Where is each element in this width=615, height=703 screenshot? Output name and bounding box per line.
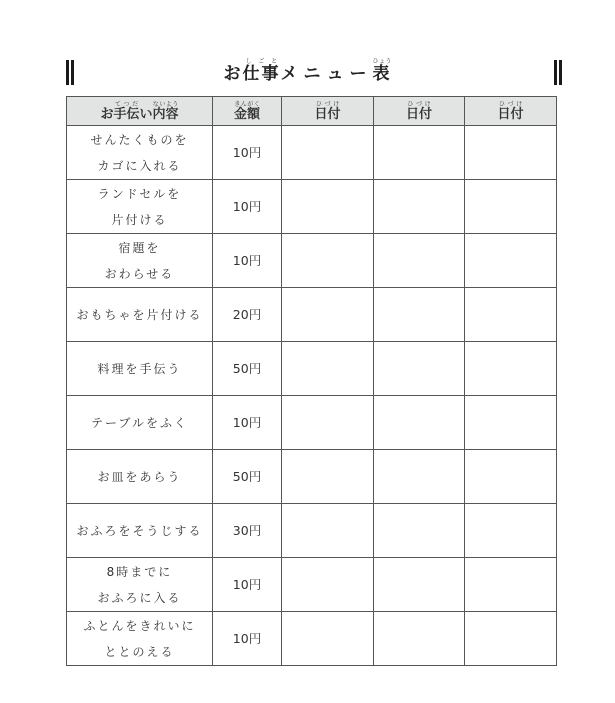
- task-cell: [67, 126, 213, 180]
- amount-cell: 20円: [213, 288, 282, 342]
- table-row: [67, 504, 557, 558]
- date-checkbox-cell-3[interactable]: [465, 450, 557, 504]
- date-checkbox-cell-1[interactable]: [282, 126, 374, 180]
- table-row: [67, 342, 557, 396]
- amount-cell: 10円: [213, 180, 282, 234]
- date-checkbox-cell-2[interactable]: [374, 558, 465, 612]
- date-checkbox-cell-3[interactable]: [465, 342, 557, 396]
- date-checkbox-cell-3[interactable]: [465, 288, 557, 342]
- task-cell: [67, 180, 213, 234]
- task-cell: [67, 612, 213, 666]
- task-line-1: ふとんをきれいに: [83, 618, 196, 633]
- page-title: お仕事しごとメニュー表ひょう: [223, 58, 392, 84]
- date-checkbox-cell-1[interactable]: [282, 450, 374, 504]
- date-checkbox-cell-1[interactable]: [282, 396, 374, 450]
- header-task: お手伝てつだい内容ないよう: [67, 97, 213, 126]
- task-line-1: おもちゃを片付ける: [76, 307, 203, 322]
- amount-cell: 50円: [213, 450, 282, 504]
- task-line-2: おふろに入る: [97, 590, 182, 605]
- header-date-2: 日付ひづけ: [374, 97, 465, 126]
- date-checkbox-cell-2[interactable]: [374, 504, 465, 558]
- task-cell: [67, 342, 213, 396]
- task-line-1: 宿題を: [118, 240, 161, 255]
- amount-cell: 10円: [213, 612, 282, 666]
- task-line-1: テーブルをふく: [91, 415, 188, 430]
- task-cell: [67, 234, 213, 288]
- date-checkbox-cell-1[interactable]: [282, 342, 374, 396]
- task-cell: [67, 558, 213, 612]
- task-line-1: 料理を手伝う: [97, 361, 182, 376]
- task-cell: [67, 288, 213, 342]
- task-cell: [67, 504, 213, 558]
- date-checkbox-cell-1[interactable]: [282, 180, 374, 234]
- table-row: [67, 450, 557, 504]
- amount-cell: 10円: [213, 126, 282, 180]
- amount-cell: 30円: [213, 504, 282, 558]
- date-checkbox-cell-3[interactable]: [465, 396, 557, 450]
- date-checkbox-cell-3[interactable]: [465, 180, 557, 234]
- task-line-1: お皿をあらう: [97, 469, 182, 484]
- header-date-3: 日付ひづけ: [465, 97, 557, 126]
- date-checkbox-cell-2[interactable]: [374, 288, 465, 342]
- date-checkbox-cell-2[interactable]: [374, 450, 465, 504]
- table-row: [67, 558, 557, 612]
- task-line-2: 片付ける: [111, 212, 168, 227]
- date-checkbox-cell-2[interactable]: [374, 612, 465, 666]
- date-checkbox-cell-1[interactable]: [282, 558, 374, 612]
- amount-cell: 10円: [213, 234, 282, 288]
- header-amount: 金額きんがく: [213, 97, 282, 126]
- date-checkbox-cell-2[interactable]: [374, 180, 465, 234]
- date-checkbox-cell-2[interactable]: [374, 234, 465, 288]
- table-row: [67, 396, 557, 450]
- amount-cell: 50円: [213, 342, 282, 396]
- date-checkbox-cell-2[interactable]: [374, 396, 465, 450]
- task-cell: [67, 396, 213, 450]
- header-row: [67, 97, 557, 126]
- task-line-1: おふろをそうじする: [76, 523, 203, 538]
- task-line-1: ランドセルを: [97, 186, 182, 201]
- table-row: [67, 612, 557, 666]
- date-checkbox-cell-1[interactable]: [282, 288, 374, 342]
- date-checkbox-cell-2[interactable]: [374, 342, 465, 396]
- task-line-2: おわらせる: [104, 266, 175, 281]
- table-row: [67, 288, 557, 342]
- chore-menu-table: [66, 96, 557, 666]
- date-checkbox-cell-3[interactable]: [465, 126, 557, 180]
- task-line-1: 8時までに: [106, 564, 173, 579]
- date-checkbox-cell-3[interactable]: [465, 612, 557, 666]
- task-line-1: せんたくものを: [90, 132, 189, 147]
- table-row: [67, 180, 557, 234]
- amount-cell: 10円: [213, 396, 282, 450]
- task-line-2: ととのえる: [104, 644, 175, 659]
- date-checkbox-cell-3[interactable]: [465, 504, 557, 558]
- task-cell: [67, 450, 213, 504]
- amount-cell: 10円: [213, 558, 282, 612]
- date-checkbox-cell-1[interactable]: [282, 234, 374, 288]
- date-checkbox-cell-2[interactable]: [374, 126, 465, 180]
- date-checkbox-cell-3[interactable]: [465, 234, 557, 288]
- header-date-1: 日付ひづけ: [282, 97, 374, 126]
- date-checkbox-cell-1[interactable]: [282, 612, 374, 666]
- date-checkbox-cell-3[interactable]: [465, 558, 557, 612]
- date-checkbox-cell-1[interactable]: [282, 504, 374, 558]
- task-line-2: カゴに入れる: [97, 158, 182, 173]
- table-row: [67, 126, 557, 180]
- table-row: [67, 234, 557, 288]
